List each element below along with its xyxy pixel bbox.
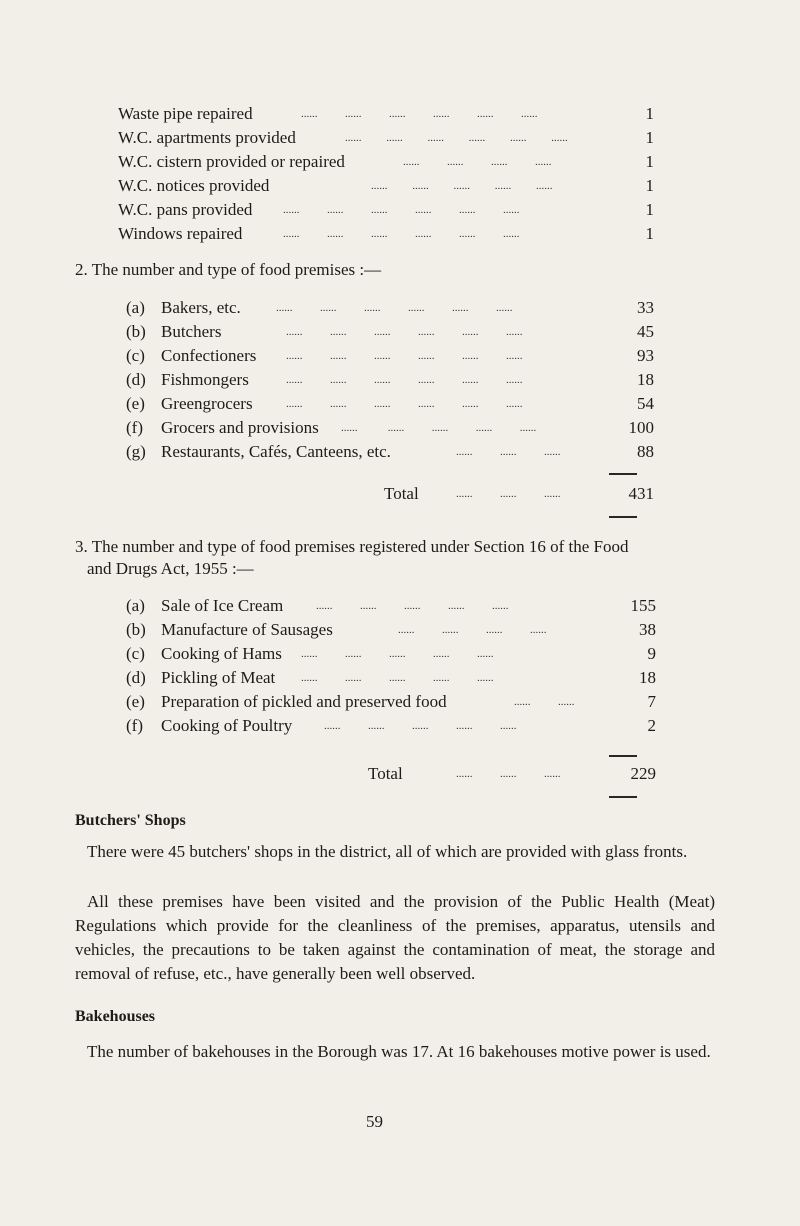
repair-value: 1 [645, 224, 654, 243]
item-value: 7 [647, 692, 656, 711]
total-rule-top [609, 755, 637, 757]
leader-dots: ...... ...... ...... ...... ...... ...... [286, 374, 523, 386]
butchers-paragraph-2: All these premises have been visited and the provision of the Public Health (Meat) Regulations which provide for the cleanliness of the premises, apparatus, utensils and vehicles, the precautions to be taken against the contamination of meat, the storage and removal of refuse, etc., have generally been well observed. [75, 892, 715, 983]
repair-value: 1 [645, 128, 654, 147]
leader-dots: ...... ...... [514, 696, 575, 708]
leader-dots: ...... ...... ...... ...... ...... ...... [283, 228, 520, 240]
item-letter: (a) [126, 596, 145, 615]
item-letter: (f) [126, 716, 143, 735]
leader-dots: ...... ...... ...... ...... ...... ...... [286, 326, 523, 338]
item-value: 45 [637, 322, 654, 341]
leader-dots: ...... ...... ...... ...... ...... ...... [286, 398, 523, 410]
leader-dots: ...... ...... ...... ...... ...... [341, 422, 537, 434]
registered-premises-row [126, 714, 666, 738]
repair-label: Windows repaired [118, 224, 243, 243]
item-value: 93 [637, 346, 654, 365]
repair-label: W.C. pans provided [118, 200, 253, 219]
total-rule-bottom [609, 796, 637, 798]
item-letter: (c) [126, 346, 145, 365]
item-value: 33 [637, 298, 654, 317]
repair-row [118, 150, 658, 174]
bakehouses-paragraph: The number of bakehouses in the Borough was 17. At 16 bakehouses motive power is used. [87, 1042, 711, 1061]
leader-dots: ...... ...... ...... [456, 768, 561, 780]
food-premises-row [126, 416, 666, 440]
section-3-heading-line1: 3. The number and type of food premises registered under Section 16 of the Food [75, 537, 629, 556]
food-premises-row [126, 320, 666, 344]
section-2-heading: 2. The number and type of food premises :— [75, 260, 382, 279]
item-value: 18 [637, 370, 654, 389]
food-premises-row [126, 440, 666, 464]
leader-dots: ...... ...... ...... ...... [398, 624, 547, 636]
section-2-total-row [126, 482, 666, 506]
leader-dots: ...... ...... ...... ...... ...... [316, 600, 509, 612]
total-label: Total [368, 764, 403, 783]
page-number: 59 [366, 1112, 383, 1131]
registered-premises-row [126, 618, 666, 642]
food-premises-row [126, 368, 666, 392]
repair-row [118, 198, 658, 222]
section-3-heading-line2: and Drugs Act, 1955 :— [87, 559, 254, 578]
item-letter: (f) [126, 418, 143, 437]
registered-premises-row [126, 690, 666, 714]
item-letter: (b) [126, 620, 146, 639]
item-value: 100 [628, 418, 654, 437]
repair-row [118, 174, 658, 198]
total-value: 431 [628, 484, 654, 503]
item-value: 18 [639, 668, 656, 687]
leader-dots: ...... ...... ...... ...... ...... ...... [286, 350, 523, 362]
leader-dots: ...... ...... ...... ...... ...... [301, 672, 494, 684]
food-premises-row [126, 344, 666, 368]
item-label: Fishmongers [161, 370, 249, 389]
leader-dots: ...... ...... ...... ...... ...... ...... [301, 108, 538, 120]
item-value: 38 [639, 620, 656, 639]
item-label: Greengrocers [161, 394, 253, 413]
item-label: Butchers [161, 322, 222, 341]
item-letter: (e) [126, 692, 145, 711]
section-3-total-row [126, 762, 666, 786]
total-rule-bottom [609, 516, 637, 518]
item-letter: (b) [126, 322, 146, 341]
item-value: 2 [647, 716, 656, 735]
item-letter: (d) [126, 668, 146, 687]
food-premises-row [126, 296, 666, 320]
leader-dots: ...... ...... ...... ...... ...... [324, 720, 517, 732]
repair-label: W.C. cistern provided or repaired [118, 152, 345, 171]
repair-value: 1 [645, 104, 654, 123]
total-label: Total [384, 484, 419, 503]
repair-value: 1 [645, 152, 654, 171]
item-label: Preparation of pickled and preserved food [161, 692, 447, 711]
item-letter: (a) [126, 298, 145, 317]
item-label: Cooking of Hams [161, 644, 282, 663]
item-label: Sale of Ice Cream [161, 596, 284, 615]
repair-label: Waste pipe repaired [118, 104, 253, 123]
item-label: Pickling of Meat [161, 668, 276, 687]
leader-dots: ...... ...... ...... ...... ...... ...... [283, 204, 520, 216]
item-label: Restaurants, Cafés, Canteens, etc. [161, 442, 391, 461]
repair-value: 1 [645, 176, 654, 195]
repair-value: 1 [645, 200, 654, 219]
repair-row [118, 126, 658, 150]
butchers-paragraph-1: There were 45 butchers' shops in the district, all of which are provided with glass fronts. [87, 842, 688, 861]
butchers-shops-heading: Butchers' Shops [75, 812, 186, 829]
repair-row [118, 222, 658, 246]
repair-label: W.C. apartments provided [118, 128, 296, 147]
item-letter: (g) [126, 442, 146, 461]
registered-premises-row [126, 642, 666, 666]
bakehouses-heading: Bakehouses [75, 1008, 156, 1025]
item-value: 88 [637, 442, 654, 461]
food-premises-row [126, 392, 666, 416]
item-label: Cooking of Poultry [161, 716, 293, 735]
leader-dots: ...... ...... ...... ...... ...... ...... [276, 302, 513, 314]
item-value: 9 [647, 644, 656, 663]
total-rule-top [609, 473, 637, 475]
item-label: Confectioners [161, 346, 257, 365]
repair-label: W.C. notices provided [118, 176, 270, 195]
registered-premises-row [126, 594, 666, 618]
item-value: 155 [630, 596, 656, 615]
leader-dots: ...... ...... ...... ...... [403, 156, 552, 168]
leader-dots: ...... ...... ...... ...... ...... ...... [345, 132, 568, 144]
item-value: 54 [637, 394, 654, 413]
leader-dots: ...... ...... ...... ...... ...... [371, 180, 553, 192]
item-label: Grocers and provisions [161, 418, 319, 437]
leader-dots: ...... ...... ...... ...... ...... [301, 648, 494, 660]
repair-row [118, 102, 658, 126]
total-value: 229 [630, 764, 656, 783]
item-label: Bakers, etc. [161, 298, 241, 317]
item-letter: (c) [126, 644, 145, 663]
registered-premises-row [126, 666, 666, 690]
leader-dots: ...... ...... ...... [456, 488, 561, 500]
leader-dots: ...... ...... ...... [456, 446, 561, 458]
item-letter: (e) [126, 394, 145, 413]
item-label: Manufacture of Sausages [161, 620, 333, 639]
item-letter: (d) [126, 370, 146, 389]
